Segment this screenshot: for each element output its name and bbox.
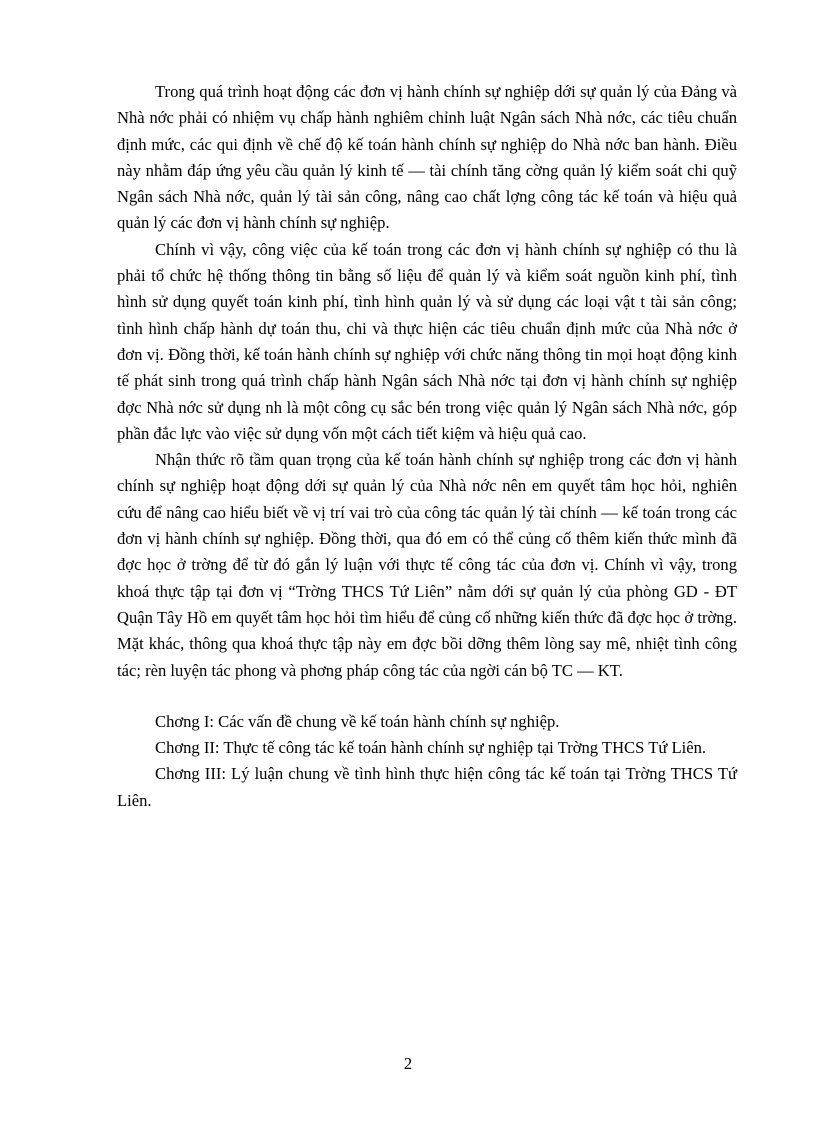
document-body — [117, 79, 737, 814]
chapter-3: Chơng III: Lý luận chung về tình hình thực hiện công tác kế toán tại Trờng THCS Tứ Liên. — [117, 764, 737, 810]
section-spacer — [117, 684, 737, 709]
page-number: 2 — [403, 1054, 413, 1073]
chapter-1: Chơng I: Các vấn đề chung về kế toán hành chính sự nghiệp. — [155, 711, 560, 731]
chapter-2: Chơng II: Thực tế công tác kế toán hành chính sự nghiệp tại Trờng THCS Tứ Liên. — [155, 738, 707, 758]
paragraph-intro: Trong quá trình hoạt động các đơn vị hành chính sự nghiệp dới sự quản lý của Đảng và Nhà nớc phải có nhiệm vụ chấp hành nghiêm chỉnh luật Ngân sách Nhà nớc, các tiêu chuẩn định mức, các qui định về chế độ kế toán hành chính sự nghiệp do Nhà nớc ban hành. Điều này nhằm đáp ứng yêu cầu quản lý kinh tế — tài chính tăng cờng quản lý kiểm soát chi quỹ Ngân sách Nhà nớc, quản lý tài sản công, nâng cao chất lợng công tác kế toán và hiệu quả quản lý các đơn vị hành chính sự nghiệp. — [117, 82, 737, 233]
paragraph-accounting-role: Chính vì vậy, công việc của kế toán trong các đơn vị hành chính sự nghiệp có thu là phải tổ chức hệ thống thông tin bằng số liệu để quản lý và kiểm soát nguồn kinh phí, tình hình sử dụng quyết toán kinh phí, tình hình quản lý và sử dụng các loại vật t tài sản công; tình hình chấp hành dự toán thu, chi và thực hiện các tiêu chuẩn định mức của Nhà nớc ở đơn vị. Đồng thời, kế toán hành chính sự nghiệp với chức năng thông tin mọi hoạt động kinh tế phát sinh trong quá trình chấp hành Ngân sách Nhà nớc tại đơn vị hành chính sự nghiệp đợc Nhà nớc sử dụng nh là một công cụ sắc bén trong việc quản lý Ngân sách Nhà nớc, góp phần đắc lực vào việc sử dụng vốn một cách tiết kiệm và hiệu quả cao. — [117, 239, 737, 443]
paragraph-motivation: Nhận thức rõ tầm quan trọng của kế toán hành chính sự nghiệp trong các đơn vị hành chính sự nghiệp hoạt động dới sự quản lý của Nhà nớc nên em quyết tâm học hỏi, nghiên cứu để nâng cao hiểu biết về vị trí vai trò của công tác quản lý tài chính — kế toán trong các đơn vị hành chính sự nghiệp. Đồng thời, qua đó em có thể củng cố thêm kiến thức mình đã đợc học ở trờng để từ đó gắn lý luận với thực tế công tác của đơn vị. Chính vì vậy, trong khoá thực tập tại đơn vị “Trờng THCS Tứ Liên” nằm dới sự quản lý của phòng GD - ĐT Quận Tây Hồ em quyết tâm học hỏi tìm hiểu để củng cố những kiến thức đã đợc học ở trờng. Mặt khác, thông qua khoá thực tập này em đợc bồi dỡng thêm lòng say mê, nhiệt tình công tác; rèn luyện tác phong và phơng pháp công tác của ngời cán bộ TC — KT. — [117, 450, 737, 680]
